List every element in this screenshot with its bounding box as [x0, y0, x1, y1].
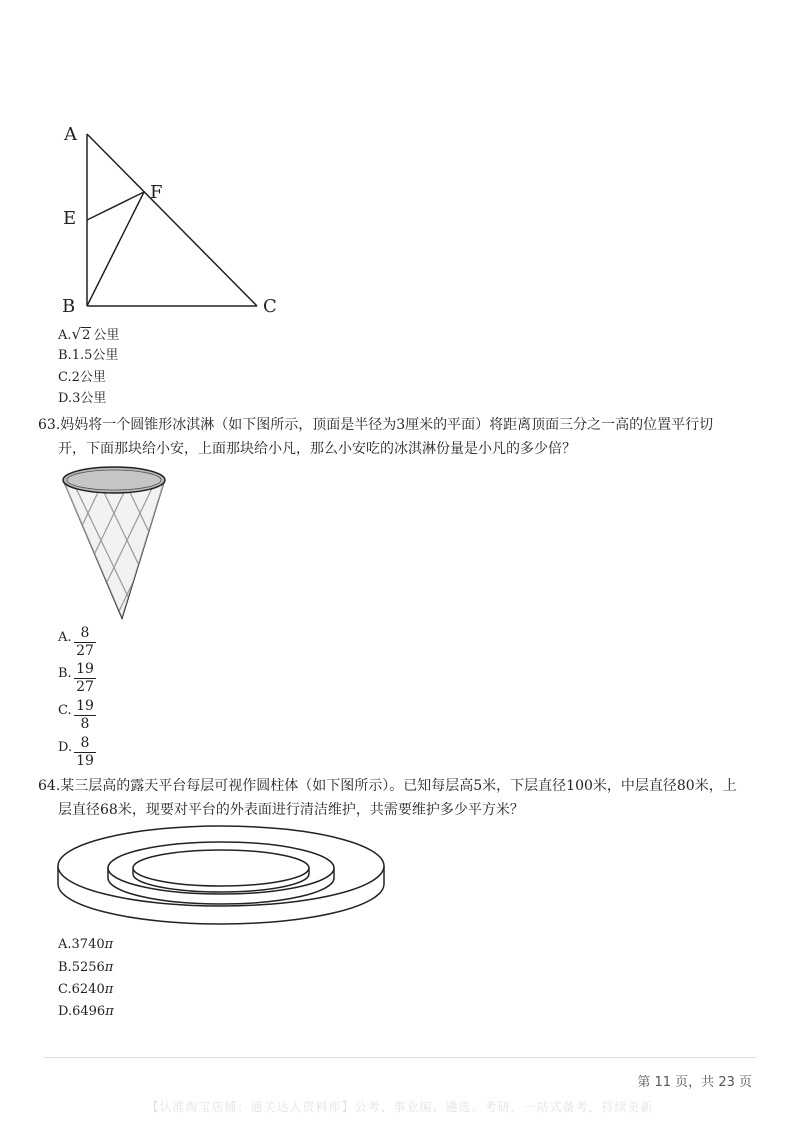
radical-sign: √	[71, 325, 82, 343]
footer-divider	[44, 1057, 756, 1058]
numerator: 8	[80, 625, 90, 641]
q64-question-line2: 层直径68米，现要对平台的外表面进行清洁维护，共需要维护多少平方米？	[58, 802, 524, 818]
pi-symbol: π	[104, 960, 114, 975]
radicand: 2	[82, 328, 91, 343]
denominator: 19	[76, 753, 94, 769]
pi-symbol: π	[104, 982, 114, 997]
denominator: 8	[80, 716, 90, 732]
option-value: 6240	[71, 982, 105, 997]
point-label-e: E	[63, 208, 77, 229]
option-letter: B.	[58, 348, 72, 363]
option-letter: A.	[58, 328, 72, 343]
triangle-figure	[55, 120, 295, 320]
denominator: 27	[76, 679, 94, 695]
pi-symbol: π	[104, 937, 114, 952]
point-label-b: B	[62, 296, 76, 317]
q64-question-line1: 64.某三层高的露天平台每层可视作圆柱体（如下图所示）。已知每层高5米，下层直径100米，中层直径80米，上	[38, 778, 737, 794]
q62-option-c[interactable]	[58, 370, 106, 386]
watermark: 【认准淘宝店铺：通关达人资料库】公考、事业编、遴选、考研，一站式备考，持续更新	[146, 1100, 654, 1114]
numerator: 19	[76, 661, 94, 677]
option-text: 3公里	[72, 391, 107, 406]
option-letter: C.	[58, 982, 72, 997]
numerator: 8	[80, 735, 90, 751]
q64-option-c[interactable]	[58, 982, 113, 998]
option-letter: A.	[58, 937, 72, 952]
point-label-f: F	[150, 182, 163, 203]
option-letter: B.	[58, 666, 72, 681]
fraction	[72, 625, 98, 660]
q64-option-b[interactable]	[58, 960, 113, 976]
numerator: 19	[76, 698, 94, 714]
fraction	[72, 735, 98, 770]
denominator: 27	[76, 643, 94, 659]
option-letter: D.	[58, 740, 73, 755]
q62-option-d[interactable]	[58, 391, 106, 407]
page-number: 第 11 页，共 23 页	[637, 1075, 752, 1090]
fraction	[72, 698, 98, 733]
option-value: 6496	[72, 1004, 106, 1019]
ice-cream-cone-figure	[58, 458, 174, 624]
q62-option-a[interactable]	[58, 326, 119, 344]
fraction	[72, 661, 98, 696]
option-letter: B.	[58, 960, 72, 975]
option-text: 1.5公里	[71, 348, 119, 363]
q64-option-d[interactable]	[58, 1004, 114, 1020]
point-label-a: A	[64, 124, 77, 145]
option-value: 5256	[71, 960, 105, 975]
platform-figure	[55, 822, 391, 928]
point-label-c: C	[263, 296, 277, 317]
option-text: 2公里	[71, 370, 106, 385]
option-value: 3740	[71, 937, 105, 952]
option-letter: D.	[58, 1004, 73, 1019]
pi-symbol: π	[105, 1004, 114, 1019]
option-letter: C.	[58, 370, 72, 385]
option-letter: D.	[58, 391, 73, 406]
option-letter: A.	[58, 630, 72, 645]
q63-question-line1: 63.妈妈将一个圆锥形冰淇淋（如下图所示，顶面是半径为3厘米的平面）将距离顶面三分之一高的位置平行切	[38, 417, 714, 433]
option-letter: C.	[58, 703, 72, 718]
q63-question-line2: 开，下面那块给小安，上面那块给小凡，那么小安吃的冰淇淋份量是小凡的多少倍？	[58, 441, 576, 457]
q62-option-b[interactable]	[58, 348, 118, 364]
q64-option-a[interactable]	[58, 937, 113, 953]
option-unit: 公里	[93, 328, 120, 343]
